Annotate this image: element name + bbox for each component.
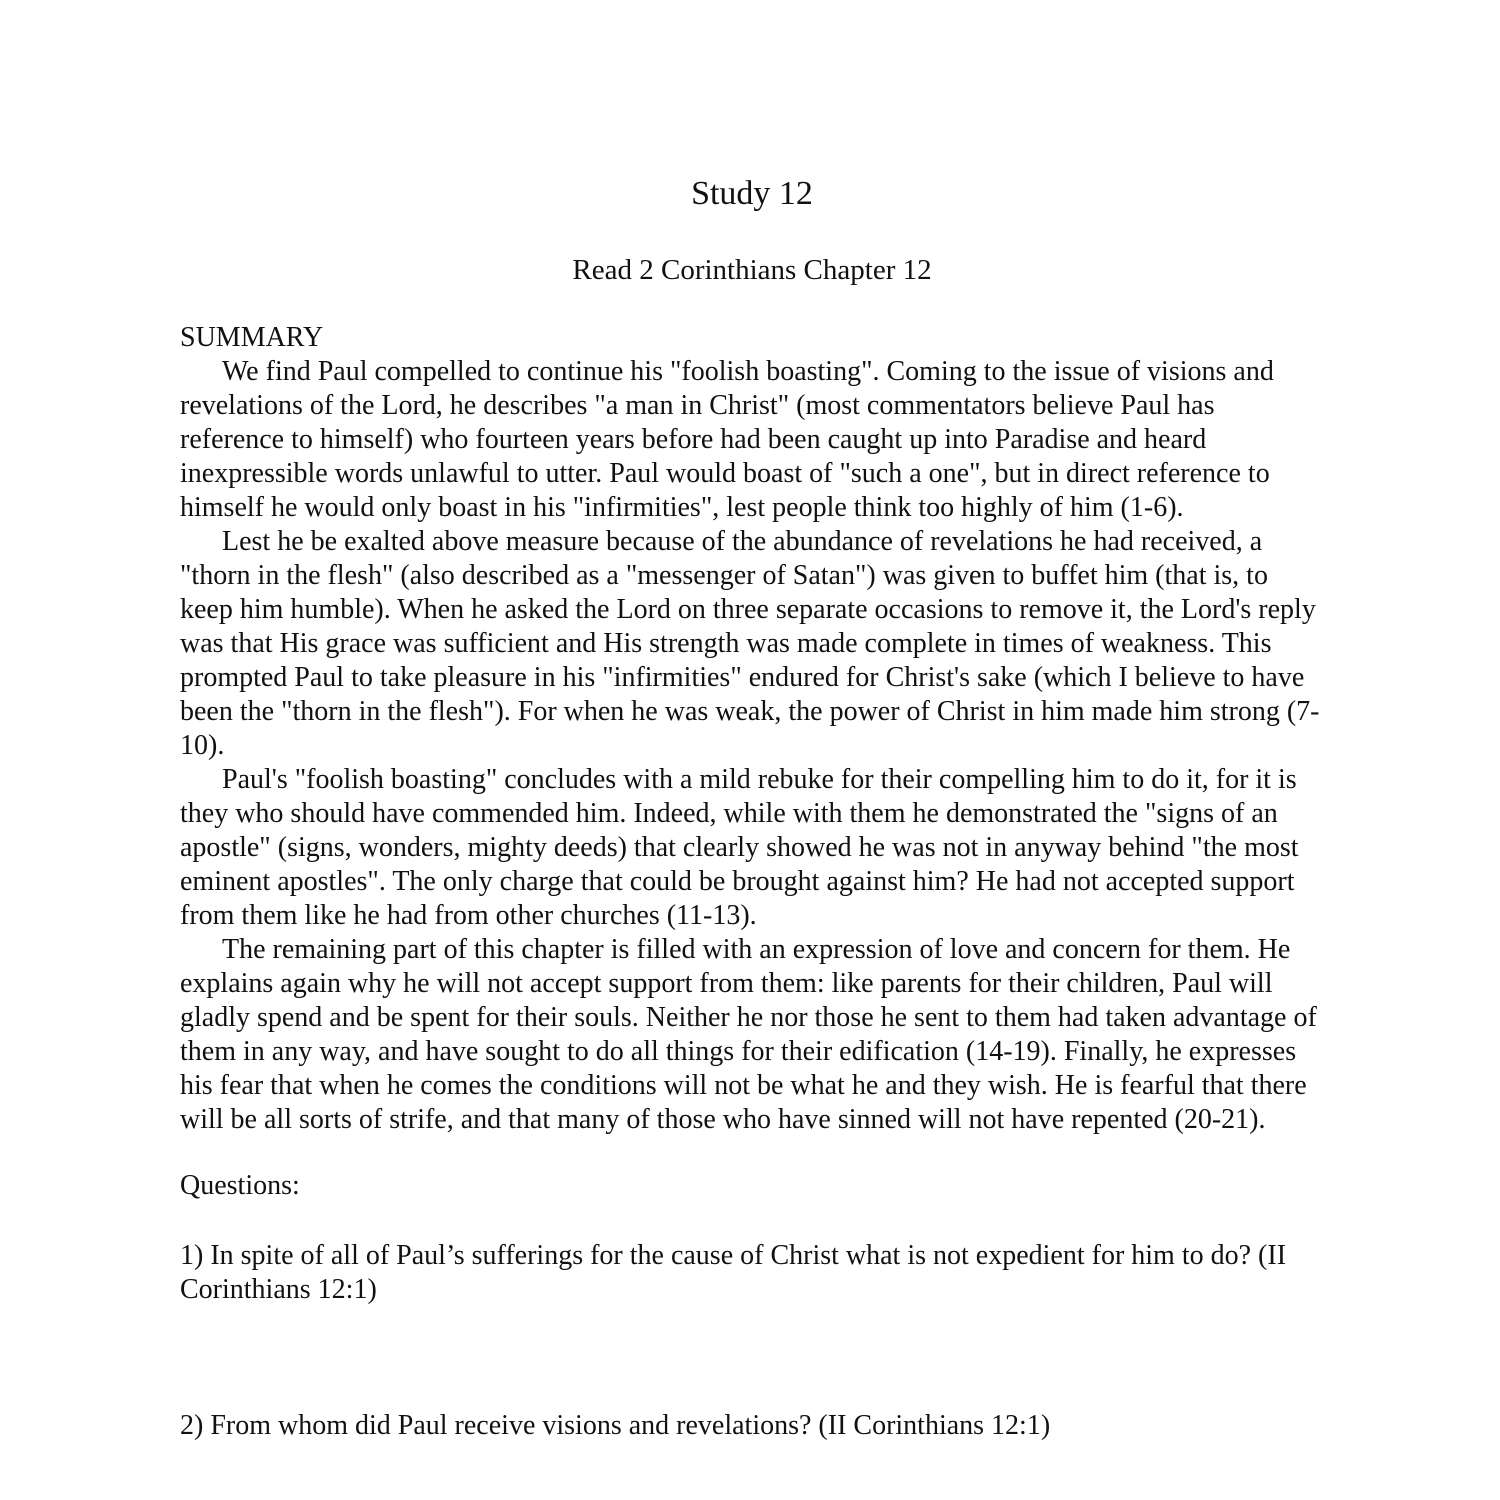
page-subtitle: Read 2 Corinthians Chapter 12 [572, 254, 932, 286]
page-title: Study 12 [691, 175, 813, 212]
summary-heading: SUMMARY [180, 322, 324, 353]
summary-paragraph: Lest he be exalted above measure because of the abundance of revelations he had received, a "thorn in the flesh" (also described as a "messenger of Satan") was given to buffet him (that is, to keep him humble). When he asked the Lord on three separate occasions to remove it, the Lord's reply was that His grace was sufficient and His strength was made complete in times of weakness. This prompted Paul to take pleasure in his "infirmities" endured for Christ's sake (which I believe to have been the "thorn in the flesh"). For when he was weak, the power of Christ in him made him strong (7-10). [180, 526, 1320, 761]
summary-paragraph: We find Paul compelled to continue his "foolish boasting". Coming to the issue of visions and revelations of the Lord, he describes "a man in Christ" (most commentators believe Paul has reference to himself) who fourteen years before had been caught up into Paradise and heard inexpressible words unlawful to utter. Paul would boast of "such a one", but in direct reference to himself he would only boast in his "infirmities", lest people think too highly of him (1-6). [180, 356, 1274, 523]
summary-paragraph: The remaining part of this chapter is filled with an expression of love and concern for them. He explains again why he will not accept support from them: like parents for their children, Paul will gladly spend and be spent for their souls. Neither he nor those he sent to them had taken advantage of them in any way, and have sought to do all things for their edification (14-19). Finally, he expresses his fear that when he comes the conditions will not be what he and they wish. He is fearful that there will be all sorts of strife, and that many of those who have sinned will not have repented (20-21). [180, 934, 1317, 1135]
question-1: 1) In spite of all of Paul’s sufferings for the cause of Christ what is not expedient for him to do? (II Corinthians 12:1) [180, 1240, 1287, 1305]
summary-section [180, 321, 1324, 1137]
questions-heading: Questions: [180, 1170, 300, 1201]
summary-paragraph: Paul's "foolish boasting" concludes with a mild rebuke for their compelling him to do it, for it is they who should have commended him. Indeed, while with them he demonstrated the "signs of an apostle" (signs, wonders, mighty deeds) that clearly showed he was not in anyway behind "the most eminent apostles". The only charge that could be brought against him? He had not accepted support from them like he had from other churches (11-13). [180, 764, 1299, 931]
question-2: 2) From whom did Paul receive visions and revelations? (II Corinthians 12:1) [180, 1410, 1051, 1441]
